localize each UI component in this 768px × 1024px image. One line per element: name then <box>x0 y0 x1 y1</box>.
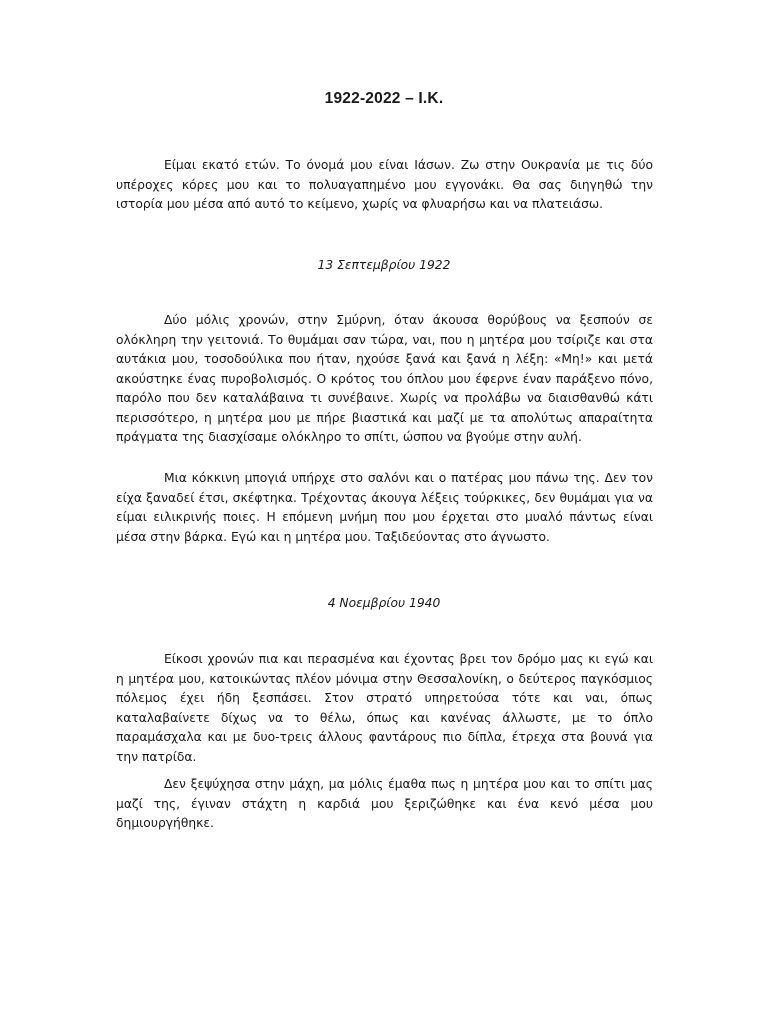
document-title: 1922-2022 – Ι.Κ. <box>324 90 444 107</box>
intro-paragraph: Είμαι εκατό ετών. Το όνομά μου είναι Ιάσων. Ζω στην Ουκρανία με τις δύο υπέροχες κόρες μου και το πολυαγαπημένο μου εγγονάκι. Θα σας διηγηθώ την ιστορία μου μέσα από αυτό το κείμενο, χωρίς να φλυαρήσω και να πλατειάσω. <box>116 158 653 211</box>
body-paragraph: Δύο μόλις χρονών, στην Σμύρνη, όταν άκουσα θορύβους να ξεσπούν σε ολόκληρη την γειτονιά. Το θυμάμαι σαν τώρα, ναι, που η μητέρα μου τσίριζε και στα αυτάκια μου, τοσοδούλικα που ήταν, ηχούσε ξανά και ξανά η λέξη: «Μη!» και μετά ακούστηκε ένας πυροβολισμός. Ο κρότος του όπλου μου έφερνε έναν παράξενο πόνο, παρόλο που δεν καταλάβαινα τι συνέβαινε. Χωρίς να προλάβω να διαισθανθώ κάτι περισσότερο, η μητέρα μου με πήρε βιαστικά και μαζί με τα απολύτως απαραίτητα πράγματα της διασχίσαμε ολόκληρο το σπίτι, ώσπου να βγούμε στην αυλή. <box>116 313 653 444</box>
body-paragraph: Μια κόκκινη μπογιά υπήρχε στο σαλόνι και ο πατέρας μου πάνω της. Δεν τον είχα ξαναδεί έτσι, σκέφτηκα. Τρέχοντας άκουγα λέξεις τούρκικες, δεν θυμάμαι για να είμαι ειλικρινής ποιες. Η επόμενη μνήμη που μου έρχεται στο μυαλό πάντως είναι μέσα στην βάρκα. Εγώ και η μητέρα μου. Ταξιδεύοντας στο άγνωστο. <box>116 471 653 544</box>
section-date: 13 Σεπτεμβρίου 1922 <box>317 258 451 272</box>
body-paragraph: Δεν ξεψύχησα στην μάχη, μα μόλις έμαθα πως η μητέρα μου και το σπίτι μας μαζί της, έγιναν στάχτη η καρδιά μου ξεριζώθηκε και ένα κενό μέσα μου δημιουργήθηκε. <box>116 777 653 830</box>
body-paragraph: Είκοσι χρονών πια και περασμένα και έχοντας βρει τον δρόμο μας κι εγώ και η μητέρα μου, κατοικώντας πλέον μόνιμα στην Θεσσαλονίκη, ο δεύτερος παγκόσμιος πόλεμος έχει ήδη ξεσπάσει. Στον στρατό υπηρετούσα τότε και ναι, όπως καταλαβαίνετε δίχως να το θέλω, όπως και κανένας άλλωστε, με το όπλο παραμάσχαλα και με δυο-τρεις άλλους φαντάρους πιο δίπλα, έτρεχα στα βουνά για την πατρίδα. <box>116 652 653 764</box>
section-date: 4 Νοεμβρίου 1940 <box>327 596 441 610</box>
